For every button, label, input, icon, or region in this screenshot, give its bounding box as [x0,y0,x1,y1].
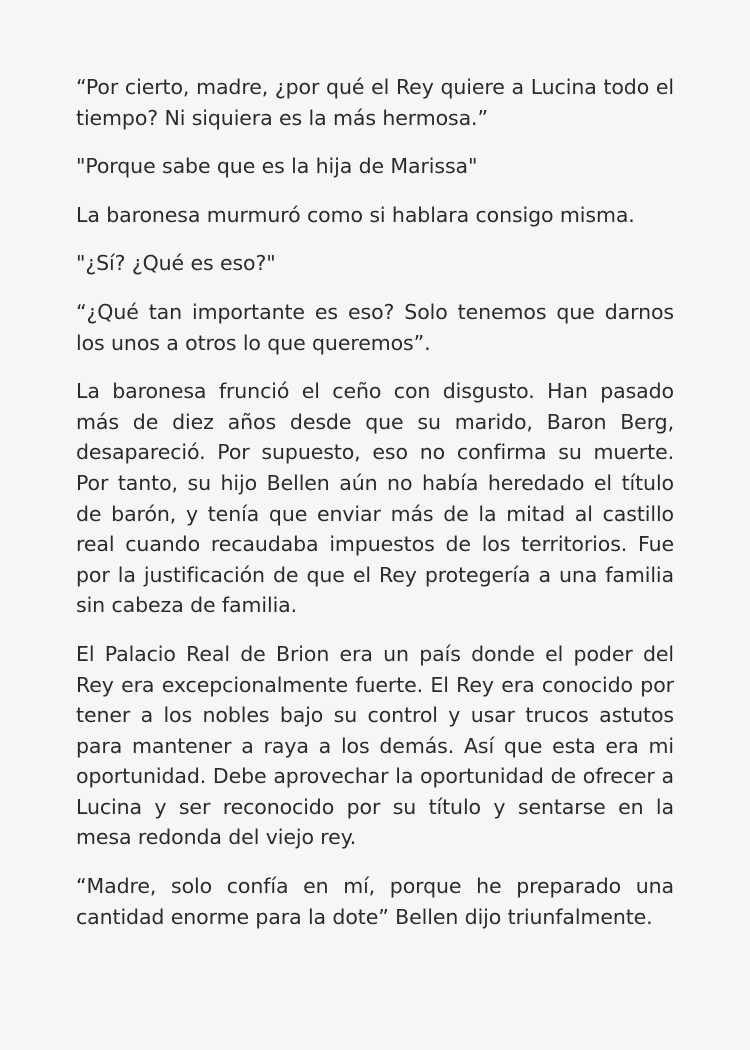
paragraph-3: La baronesa murmuró como si hablara consigo misma. [76,202,635,227]
paragraph-4: "¿Sí? ¿Qué es eso?" [76,251,276,276]
paragraph-8: “Madre, solo confía en mí, porque he preparado una cantidad enorme para la dote” Bellen dijo triunfalmente. [76,874,674,929]
paragraph-1: “Por cierto, madre, ¿por qué el Rey quiere a Lucina todo el tiempo? Ni siquiera es la más hermosa.” [76,75,674,130]
paragraph-5: “¿Qué tan importante es eso? Solo tenemos que darnos los unos a otros lo que queremos”. [76,299,674,355]
paragraph-6: La baronesa frunció el ceño con disgusto. Han pasado más de diez años desde que su marido, Baron Berg, desapareció. Por supuesto, eso no confirma su muerte. Por tanto, su hijo Bellen aún no había heredado el título de barón, y tenía que enviar más de la mitad al castillo real cuando recaudaba impuestos de los territorios. Fue por la justificación de que el Rey protegería a una familia sin cabeza de familia. [76,379,674,618]
paragraph-2: "Porque sabe que es la hija de Marissa" [76,154,478,179]
paragraph-7: El Palacio Real de Brion era un país donde el poder del Rey era excepcionalmente fuerte. El Rey era conocido por tener a los nobles bajo su control y usar trucos astutos para mantener a raya a los demás. Así que esta era mi oportunidad. Debe aprovechar la oportunidad de ofrecer a Lucina y ser reconocido por su título y sentarse en la mesa redonda del viejo rey. [76,641,674,850]
